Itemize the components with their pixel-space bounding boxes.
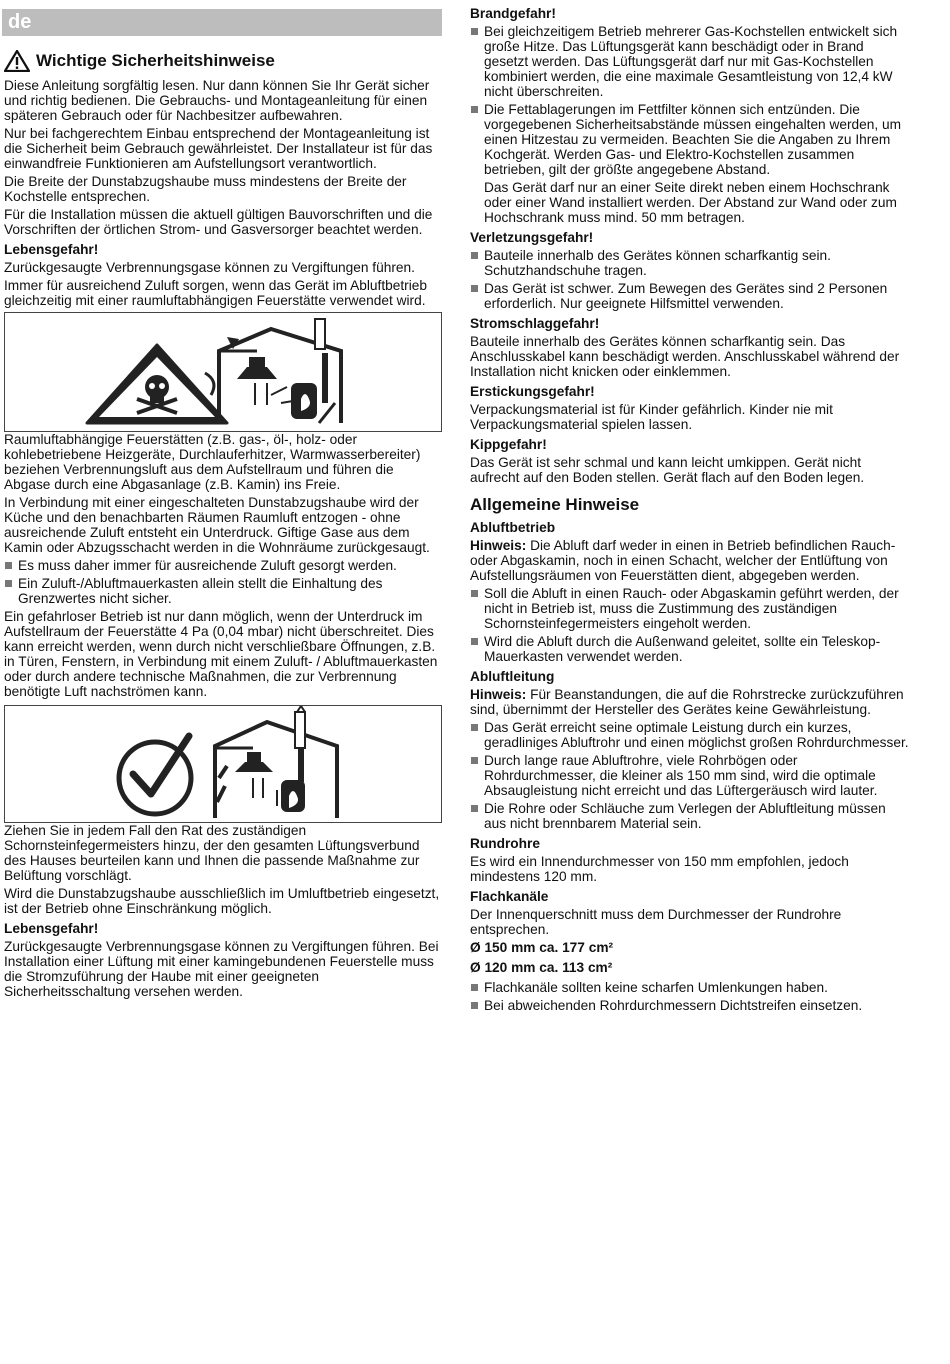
width-paragraph: Die Breite der Dunstabzugshaube muss mindestens der Breite der Kochstelle entsprechen. (4, 174, 407, 204)
exhaust-duct-heading: Abluftleitung (470, 669, 555, 684)
flat-ducts-heading: Flachkanäle (470, 889, 549, 904)
section-title-row (4, 50, 442, 72)
figure-1-caption: Raumluftabhängige Feuerstätten (z.B. gas-, öl-, holz- oder kohlebetriebene Heizgeräte, Durchlauferhitzer, Warmwasserbereiter) beziehen Verbrennungsluft aus dem Aufstellraum und führen die Abgase durch eine Abgasanlage (z.B. Kamin) ins Freie. (4, 432, 421, 492)
language-tab (2, 9, 442, 36)
duct-note-paragraph: Hinweis: Für Beanstandungen, die auf die Rohrstrecke zurückzuführen sind, übernimmt der Hersteller des Gerätes keine Gewährleistung. (470, 687, 904, 717)
list-item: Wird die Abluft durch die Außenwand geleitet, sollte ein Teleskop-Mauerkasten verwendet werden. (470, 634, 910, 664)
list-item: Flachkanäle sollten keine scharfen Umlenkungen haben. (470, 980, 910, 995)
list-item: Bei gleichzeitigem Betrieb mehrerer Gas-Kochstellen entwickelt sich große Hitze. Das Lüftungsgerät kann beschädigt oder in Brand gesetzt werden. Das Lüftungsgerät darf nur mit Gas-Kochstellen kombiniert werden, die eine maximale Gesamtleistung von 12,4 kW nicht überschreiten. (470, 24, 910, 99)
curved-arrow-icon (205, 373, 214, 395)
list-item: Ein Zuluft-/Abluftmauerkasten allein stellt die Einhaltung des Grenzwertes nicht sicher. (4, 576, 442, 606)
round-pipes-heading: Rundrohre (470, 836, 540, 851)
left-column (4, 44, 442, 1002)
fire-hazard-heading: Brandgefahr! (470, 6, 556, 21)
danger-paragraph: Zurückgesaugte Verbrennungsgase können zu Vergiftungen führen. (4, 260, 415, 275)
suffocation-paragraph: Verpackungsmaterial ist für Kinder gefährlich. Kinder nie mit Verpackungsmaterial spielen lassen. (470, 402, 833, 432)
right-column (470, 6, 910, 1016)
electric-shock-heading: Stromschlaggefahr! (470, 316, 600, 331)
suffocation-heading: Erstickungsgefahr! (470, 384, 595, 399)
danger-heading: Lebensgefahr! (4, 242, 99, 257)
safe-operation-paragraph: Ein gefahrloser Betrieb ist nur dann möglich, wenn der Unterdruck im Aufstellraum der Feuerstätte 4 Pa (0,04 mbar) nicht überschreitet. Dies kann erreicht werden, wenn durch nicht verschließbare Öffnungen, z.B. in Türen, Fenstern, in Verbindung mit einem Zuluft- / Abluftmauerkasten oder durch andere technische Maßnahmen, die zur Verbrennung benötigte Luft nachströmen kann. (4, 609, 438, 699)
electric-shock-paragraph: Bauteile innerhalb des Gerätes können scharfkantig sein. Das Anschlusskabel kann beschädigt werden. Anschlusskabel während der Installation nicht knicken oder einklemmen. (470, 334, 900, 379)
checkmark-illustration (5, 706, 442, 822)
exhaust-note-paragraph: Hinweis: Die Abluft darf weder in einen in Betrieb befindlichen Rauch- oder Abgaskamin, noch in einen Schacht, welcher der Entlüftung von Aufstellungsräumen von Feuerstätten dient, abgegeben werden. (470, 538, 896, 583)
list-item: Das Gerät erreicht seine optimale Leistung durch ein kurzes, geradliniges Abluftrohr und einen möglichst großen Rohrdurchmesser. (470, 720, 910, 750)
round-pipes-paragraph: Es wird ein Innendurchmesser von 150 mm empfohlen, jedoch mindestens 120 mm. (470, 854, 849, 884)
cross-section-120: Ø 120 mm ca. 113 cm² (470, 960, 613, 975)
skull-hazard-illustration (5, 313, 442, 431)
list-item: Soll die Abluft in einen Rauch- oder Abgaskamin geführt werden, der nicht in Betrieb ist, muss die Zustimmung des zuständigen Schornsteinfegermeisters eingeholt werden. (470, 586, 910, 631)
flat-ducts-paragraph: Der Innenquerschnitt muss dem Durchmesser der Rundrohre entsprechen. (470, 907, 842, 937)
list-item: Bei abweichenden Rohrdurchmessern Dichtstreifen einsetzen. (470, 998, 910, 1013)
figure-danger (4, 312, 442, 432)
installation-paragraph: Nur bei fachgerechtem Einbau entsprechend der Montageanleitung ist die Sicherheit beim Gebrauch gewährleistet. Der Installateur ist für das einwandfreie Funktionieren am Aufstellungsort verantwortlich. (4, 126, 433, 171)
cross-section-150: Ø 150 mm ca. 177 cm² (470, 940, 614, 955)
list-item: Das Gerät ist schwer. Zum Bewegen des Gerätes sind 2 Personen erforderlich. Nur geeignete Hilfsmittel verwenden. (470, 281, 910, 311)
tipping-heading: Kippgefahr! (470, 437, 547, 452)
injury-hazard-heading: Verletzungsgefahr! (470, 230, 594, 245)
general-notes-title: Allgemeine Hinweise (470, 495, 640, 514)
tipping-paragraph: Das Gerät ist sehr schmal und kann leicht umkippen. Gerät nicht aufrecht auf den Boden stellen. Gerät flach auf den Boden legen. (470, 455, 865, 485)
list-item: Die Fettablagerungen im Fettfilter können sich entzünden. Die vorgegebenen Sicherheitsabstände müssen eingehalten werden, um einen Hitzestau zu vermeiden. Beachten Sie die Angaben zu Ihrem Kochgerät. Werden Gas- und Elektro-Kochstellen zusammen betrieben, gilt der größte angegebene Abstand. (470, 102, 910, 177)
list-item: Bauteile innerhalb des Gerätes können scharfkantig sein. Schutzhandschuhe tragen. (470, 248, 910, 278)
regulations-paragraph: Für die Installation müssen die aktuell gültigen Bauvorschriften und die Vorschriften der örtlichen Strom- und Gasversorger beachtet werden. (4, 207, 433, 237)
wall-distance-paragraph: Das Gerät darf nur an einer Seite direkt neben einem Hochschrank oder einer Wand installiert werden. Der Abstand zur Wand oder zum Hochschrank muss mind. 50 mm betragen. (484, 180, 897, 225)
intro-paragraph: Diese Anleitung sorgfältig lesen. Nur dann können Sie Ihr Gerät sicher und richtig bedienen. Die Gebrauchs- und Montageanleitung für einen späteren Gebrauch oder für Nachbesitzer aufbewahren. (4, 78, 430, 123)
list-item: Es muss daher immer für ausreichende Zuluft gesorgt werden. (4, 558, 442, 573)
supply-air-paragraph: Immer für ausreichend Zuluft sorgen, wenn das Gerät im Abluftbetrieb gleichzeitig mit einer raumluftabhängigen Feuerstätte verwendet wird. (4, 278, 427, 308)
danger-heading-2: Lebensgefahr! (4, 921, 99, 936)
negative-pressure-paragraph: In Verbindung mit einer eingeschalteten Dunstabzugshaube wird der Küche und den benachbarten Räumen Raumluft entzogen - ohne ausreichende Zuluft entsteht ein Unterdruck. Giftige Gase aus dem Kamin oder Abzugsschacht werden in die Wohnräume zurückgesaugt. (4, 495, 430, 555)
figure-safe (4, 705, 442, 823)
recirculation-paragraph: Wird die Dunstabzugshaube ausschließlich im Umluftbetrieb eingesetzt, ist der Betrieb ohne Einschränkung möglich. (4, 886, 440, 916)
safety-switch-paragraph: Zurückgesaugte Verbrennungsgase können zu Vergiftungen führen. Bei Installation einer Lüftung mit einer kamingebundenen Feuerstelle muss die Stromzuführung der Haube mit einer geeigneten Sicherheitsschaltung versehen werden. (4, 939, 439, 999)
warning-triangle-icon (4, 50, 30, 72)
exhaust-mode-heading: Abluftbetrieb (470, 520, 556, 535)
list-item: Die Rohre oder Schläuche zum Verlegen der Abluftleitung müssen aus nicht brennbarem Material sein. (470, 801, 910, 831)
page-title: Wichtige Sicherheitshinweise (36, 51, 275, 70)
figure-2-caption: Ziehen Sie in jedem Fall den Rat des zuständigen Schornsteinfegermeisters hinzu, der den gesamten Lüftungsverbund des Hauses beurteilen kann und Ihnen die passende Maßnahme zur Belüftung vorschlägt. (4, 823, 420, 883)
list-item: Durch lange raue Abluftrohre, viele Rohrbögen oder Rohrdurchmesser, die kleiner als 150 mm sind, wird die optimale Absaugleistung nicht erreicht und das Lüftergeräusch wird lauter. (470, 753, 910, 798)
language-label: de (8, 11, 32, 33)
